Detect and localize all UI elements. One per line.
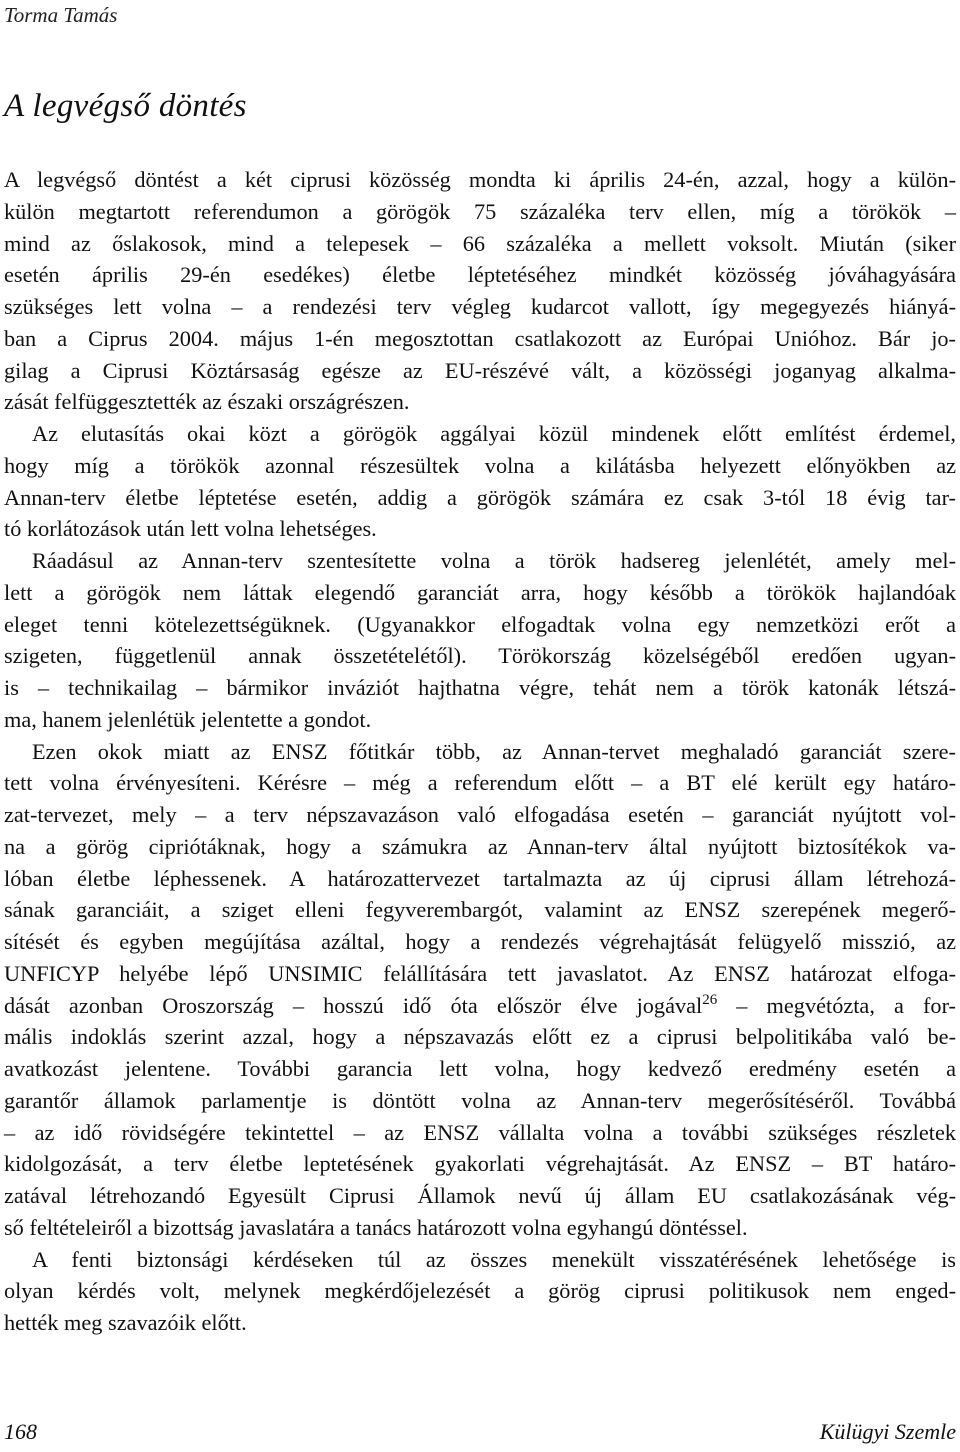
page-number: 168 xyxy=(4,1419,37,1444)
text-line: mind az őslakosok, mind a telepesek – 66 százaléka a mellett voksolt. Miután (siker xyxy=(4,230,956,256)
paragraph xyxy=(4,418,956,545)
text-line: UNFICYP helyébe lépő UNSIMIC felállítására tett javaslatot. Az ENSZ határozat elfoga- xyxy=(4,960,956,986)
text-line: Ezen okok miatt az ENSZ főtitkár több, az Annan-tervet meghaladó garanciát szere- xyxy=(32,738,956,764)
text-line: sítését és egyben megújítása azáltal, hogy a rendezés végrehajtását felügyelő misszió, az xyxy=(4,929,956,954)
running-head-author: Torma Tamás xyxy=(4,3,118,27)
text-line: zat-tervezet, mely – a terv népszavazáson való elfogadása esetén – garanciát nyújtott vol- xyxy=(4,802,956,827)
footnote-reference[interactable]: 26 xyxy=(702,991,718,1008)
text-line: zását felfüggesztették az északi országrészen. xyxy=(4,389,410,415)
text-line: kidolgozását, a terv életbe leptetésének gyakorlati végrehajtását. Az ENSZ – BT határo- xyxy=(4,1151,956,1177)
text-line: Ráadásul az Annan-terv szentesítette volna a török hadsereg jelenlétét, amely mel- xyxy=(32,548,956,573)
text-line: sának garanciáit, a sziget elleni fegyverembargót, valamint az ENSZ szerepének megerő- xyxy=(4,897,956,923)
text-line: ban a Ciprus 2004. május 1-én megosztottan csatlakozott az Európai Unióhoz. Bár jo- xyxy=(4,325,956,351)
text-line: Annan-terv életbe léptetése esetén, addig a görögök számára ez csak 3-tól 18 évig tar- xyxy=(4,484,956,510)
paragraph xyxy=(4,1244,956,1339)
text-line: mális indoklás szerint azzal, hogy a népszavazás előtt ez a ciprusi belpolitikába való be- xyxy=(4,1024,956,1050)
text-line: is – technikailag – bármikor inváziót hajthatna végre, tehát nem a török katonák létszá- xyxy=(4,675,956,700)
text-line: lóban életbe léphessenek. A határozattervezet tartalmazta az új ciprusi állam létrehozá- xyxy=(4,865,956,891)
text-line: gilag a Ciprusi Köztársaság egésze az EU-részévé vált, a közösségi joganyag alkalma- xyxy=(4,357,956,383)
text-line: tó korlátozások után lett volna lehetséges. xyxy=(4,516,377,542)
text-line: olyan kérdés volt, melynek megkérdőjelezését a görög ciprusi politikusok nem enged- xyxy=(4,1278,956,1304)
journal-name: Külügyi Szemle xyxy=(819,1419,956,1444)
paragraph xyxy=(4,736,956,1244)
text-line: na a görög cipriótáknak, hogy a számukra az Annan-terv által nyújtott biztosítékok va- xyxy=(4,833,956,859)
text-line: külön megtartott referendumon a görögök 75 százaléka terv ellen, míg a törökök – xyxy=(4,198,956,224)
text-line: A fenti biztonsági kérdéseken túl az összes menekült visszatérésének lehetősége is xyxy=(32,1246,956,1272)
article-body xyxy=(4,164,956,1339)
text-line: zatával létrehozandó Egyesült Ciprusi Államok nevű új állam EU csatlakozásának vég- xyxy=(4,1183,956,1208)
footnote-line-tail: – megvétózta, a for- xyxy=(717,992,956,1018)
text-line: eleget tenni kötelezettségüknek. (Ugyanakkor elfogadtak volna egy nemzetközi erőt a xyxy=(4,611,956,637)
text-line: Az elutasítás okai közt a görögök aggályai közül mindenek előtt említést érdemel, xyxy=(32,421,956,446)
text-line: szigeten, függetlenül annak összetételétől). Törökország közelségéből eredően ugyan- xyxy=(4,643,956,669)
text-line: szükséges lett volna – a rendezési terv végleg kudarcot vallott, így megegyezés hiányá- xyxy=(4,294,956,319)
text-line: esetén április 29-én esedékes) életbe léptetéséhez mindkét közösség jóváhagyására xyxy=(4,262,956,288)
text-line: lett a görögök nem láttak elegendő garanciát arra, hogy később a törökök hajlandóak xyxy=(4,579,956,605)
text-line: A legvégső döntést a két ciprusi közösség mondta ki április 24-én, azzal, hogy a külön- xyxy=(4,167,956,192)
text-line: hogy míg a törökök azonnal részesültek volna a kilátásba helyezett előnyökben az xyxy=(4,452,956,478)
text-line: avatkozást jelentene. További garancia lett volna, hogy kedvező eredmény esetén a xyxy=(4,1056,956,1081)
text-line: ső feltételeiről a bizottság javaslatára a tanács határozott volna egyhangú döntéssel. xyxy=(4,1214,748,1240)
text-line: ma, hanem jelenlétük jelentette a gondot. xyxy=(4,706,372,732)
text-line: hették meg szavazóik előtt. xyxy=(4,1310,247,1335)
text-line: dását azonban Oroszország – hosszú idő óta először élve jogával$^{26}$ – megvétózta, a for- xyxy=(4,991,956,1018)
paragraph xyxy=(4,164,956,418)
article-title: A legvégső döntés xyxy=(4,88,247,124)
text-line: garantőr államok parlamentje is döntött volna az Annan-terv megerősítéséről. Továbbá xyxy=(4,1087,956,1113)
text-line: tett volna érvényesíteni. Kérésre – még a referendum előtt – a BT elé került egy határo- xyxy=(4,770,956,796)
paragraph xyxy=(4,545,956,736)
text-line: – az idő rövidségére tekintettel – az ENSZ vállalta volna a további szükséges részletek xyxy=(4,1119,956,1145)
